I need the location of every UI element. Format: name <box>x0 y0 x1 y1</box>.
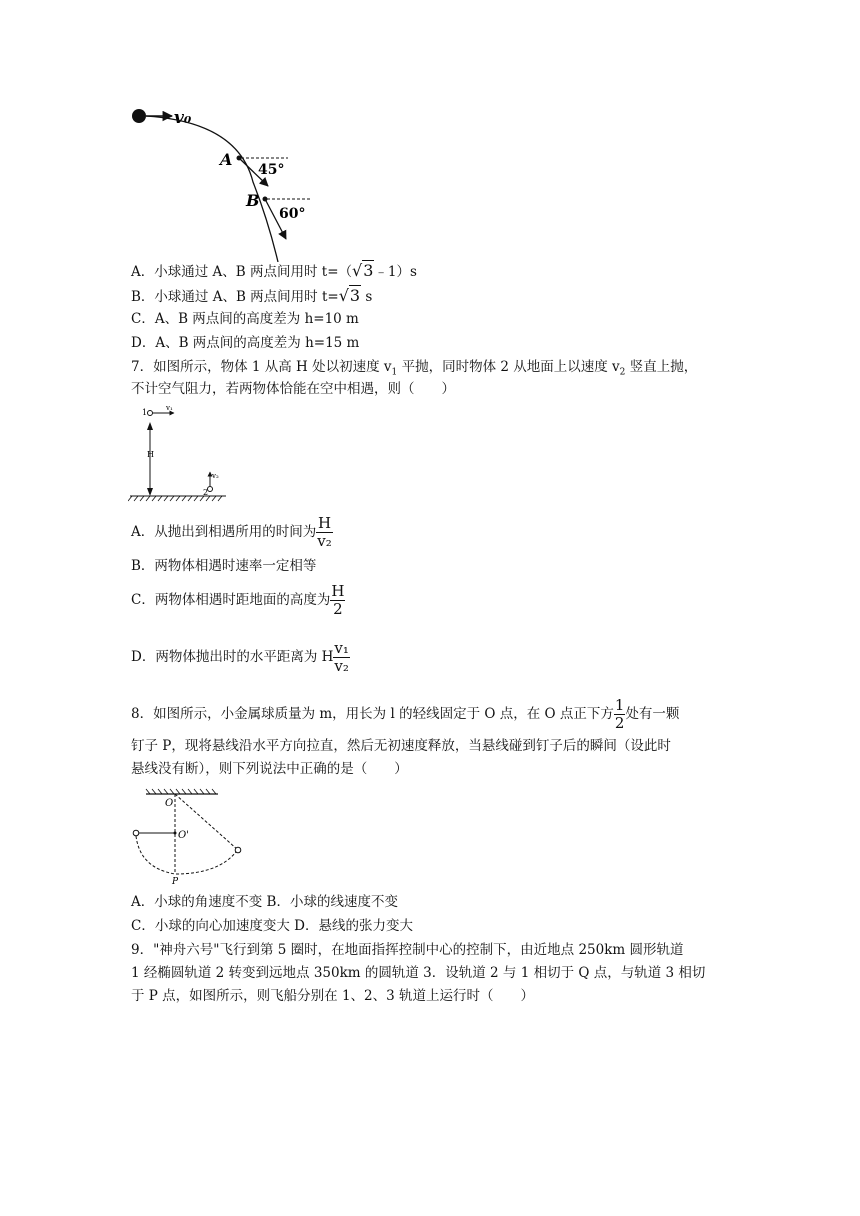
diagonal-dashed-line <box>175 794 238 850</box>
trajectory-curve <box>146 116 278 262</box>
fraction <box>316 515 333 550</box>
q6-option-d: D．A、B 两点间的高度差为 h=15 m <box>131 335 360 351</box>
q7-projectile-figure <box>128 400 228 503</box>
point-o-label: O <box>165 798 174 809</box>
height-arrow-down <box>147 488 153 496</box>
q7-stem-part: 竖直上抛， <box>625 359 698 375</box>
q7-sub1: 1 <box>391 367 398 378</box>
q6-option-a-prefix: A．小球通过 A、B 两点间用时 t=（ <box>131 264 353 280</box>
height-label: H <box>147 450 154 459</box>
frac-num: H <box>317 514 332 532</box>
frac-num: 1 <box>614 696 625 714</box>
frac-den: v₂ <box>317 532 332 550</box>
v1-label: v₁ <box>166 404 173 412</box>
sqrt-symbol: √3 <box>352 261 374 280</box>
q7-stem-part: 7．如图所示，物体 1 从高 H 处以初速度 v <box>131 359 392 375</box>
q8-stem-line1 <box>131 694 679 734</box>
q7-stem-part: 平抛，同时物体 2 从地面上以速度 v <box>397 359 620 375</box>
q8-stem-line2: 钉子 P，现将悬线沿水平方向拉直，然后无初速度释放，当悬线碰到钉子后的瞬间（设此时 <box>131 738 671 754</box>
ball-right <box>235 847 241 853</box>
q7-stem-line1 <box>131 358 697 382</box>
ball <box>132 109 146 123</box>
frac-den: 2 <box>333 600 343 618</box>
v0-label: v₀ <box>174 108 192 128</box>
q8-options-row1: A．小球的角速度不变 B．小球的线速度不变 <box>131 894 398 910</box>
height-arrow-up <box>147 422 153 430</box>
q6-option-b-prefix: B．小球通过 A、B 两点间用时 t= <box>131 289 339 305</box>
q7-option-c <box>131 580 345 620</box>
ceiling-hatching <box>146 789 216 794</box>
q6-option-a-radical: 3 <box>363 261 374 280</box>
object2-label: 2 <box>203 488 209 497</box>
q9-stem-line2: 1 经椭圆轨道 2 转变到远地点 350km 的圆轨道 3．设轨道 2 与 1 相切于 Q 点，与轨道 3 相切 <box>131 965 706 981</box>
point-p-label: P <box>172 877 179 886</box>
point-a-label: A <box>220 150 233 169</box>
q8-stem-part: 处有一颗 <box>625 706 680 722</box>
q8-stem-line3: 悬线没有断），则下列说法中正确的是（ ） <box>131 761 408 777</box>
q8-options-row2: C．小球的向心加速度变大 D．悬线的张力变大 <box>131 918 413 934</box>
q6-option-b-radical: 3 <box>349 286 361 305</box>
fraction <box>614 697 626 732</box>
q7-sub2: 2 <box>619 367 626 378</box>
v2-label: v₂ <box>212 472 219 480</box>
q6-option-a <box>131 262 417 281</box>
q7-option-a <box>131 512 333 552</box>
q8-pendulum-figure <box>128 786 246 886</box>
frac-num: H <box>331 582 345 600</box>
ball-left <box>133 830 139 836</box>
frac-den: 2 <box>614 714 625 732</box>
q7-stem-line2: 不计空气阻力，若两物体恰能在空中相遇，则（ ） <box>131 381 455 397</box>
q7-option-d <box>131 637 350 677</box>
q6-option-b-suffix: s <box>361 289 373 305</box>
frac-num: v₁ <box>334 639 349 657</box>
q8-stem-part: 8．如图所示，小金属球质量为 m，用长为 l 的轻线固定于 O 点，在 O 点正下方 <box>131 706 614 722</box>
object1-label: 1 <box>142 408 148 417</box>
q6-option-c: C．A、B 两点间的高度差为 h=10 m <box>131 311 359 327</box>
fraction <box>330 583 345 618</box>
point-b-label: B <box>246 191 260 210</box>
q6-option-b <box>131 287 372 306</box>
object2-circle <box>208 487 213 492</box>
nail-point <box>174 832 177 835</box>
angle-45-label: 45° <box>258 162 285 178</box>
q7-option-c-text: C．两物体相遇时距地面的高度为 <box>131 592 331 608</box>
q9-stem-line1: 9．"神舟六号"飞行到第 5 圈时，在地面指挥控制中心的控制下，由近地点 250km 圆形轨道 <box>131 942 684 958</box>
angle-60-label: 60° <box>279 206 306 222</box>
sqrt-symbol: √3 <box>338 286 361 305</box>
point-o-prime-label: O' <box>178 830 189 841</box>
swing-path <box>136 836 236 874</box>
q6-option-a-suffix: ﹣1）s <box>374 264 417 280</box>
fraction <box>333 640 350 675</box>
q7-option-a-text: A．从抛出到相遇所用的时间为 <box>131 524 317 540</box>
q9-stem-line3: 于 P 点，如图所示，则飞船分别在 1、2、3 轨道上运行时（ ） <box>131 988 535 1004</box>
q7-option-b: B．两物体相遇时速率一定相等 <box>131 558 317 574</box>
object1-circle <box>148 411 153 416</box>
q6-trajectory-figure <box>128 102 313 262</box>
q7-option-d-text: D．两物体抛出时的水平距离为 H <box>131 649 334 665</box>
frac-den: v₂ <box>334 657 349 675</box>
